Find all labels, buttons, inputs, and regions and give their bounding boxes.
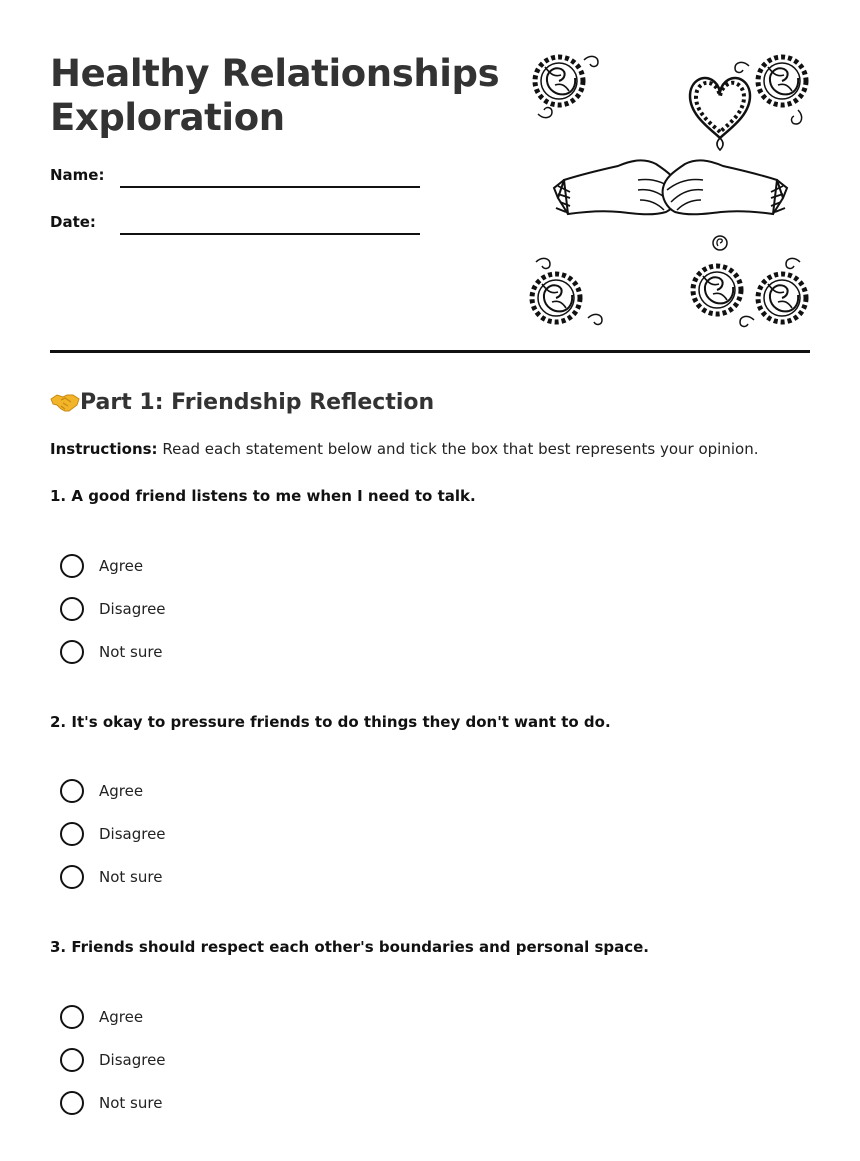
option-label: Not sure: [99, 1094, 163, 1112]
header-divider: [50, 350, 810, 353]
option-label: Agree: [99, 557, 144, 575]
question-2: 2. It's okay to pressure friends to do things they don't want to do.: [50, 713, 611, 731]
name-line[interactable]: [120, 186, 420, 188]
option-label: Not sure: [99, 643, 163, 661]
section-title-text: Part 1: Friendship Reflection: [80, 390, 435, 415]
q2-option-agree[interactable]: [60, 779, 360, 805]
q1-option-agree[interactable]: [60, 554, 360, 580]
option-label: Agree: [99, 1008, 144, 1026]
option-label: Agree: [99, 782, 144, 800]
name-label: Name:: [50, 166, 105, 184]
small-spiral-icon: [713, 236, 727, 250]
spiral-top-right-icon: [758, 57, 806, 105]
right-hand-icon: [663, 160, 787, 214]
date-line[interactable]: [120, 233, 420, 235]
instructions: [50, 440, 810, 458]
radio-button[interactable]: [60, 597, 84, 621]
left-hand-icon: [554, 160, 678, 214]
option-label: Not sure: [99, 868, 163, 886]
radio-button[interactable]: [60, 554, 84, 578]
spiral-bottom-left-icon: [532, 274, 580, 322]
radio-button[interactable]: [60, 822, 84, 846]
option-label: Disagree: [99, 825, 166, 843]
option-label: Disagree: [99, 1051, 166, 1069]
question-3: 3. Friends should respect each other's boundaries and personal space.: [50, 938, 650, 956]
instructions-label: Instructions:: [50, 440, 158, 458]
heart-icon: [690, 78, 750, 150]
radio-button[interactable]: [60, 640, 84, 664]
q3-option-not-sure[interactable]: [60, 1091, 360, 1117]
q2-option-disagree[interactable]: [60, 822, 360, 848]
q3-option-agree[interactable]: [60, 1005, 360, 1031]
question-1: 1. A good friend listens to me when I need to talk.: [50, 487, 476, 505]
radio-button[interactable]: [60, 1048, 84, 1072]
name-field[interactable]: [50, 166, 470, 196]
section-title: [50, 388, 434, 422]
date-field[interactable]: [50, 213, 470, 243]
q2-option-not-sure[interactable]: [60, 865, 360, 891]
radio-button[interactable]: [60, 779, 84, 803]
option-label: Disagree: [99, 600, 166, 618]
handshake-icon: [50, 391, 80, 422]
q3-option-disagree[interactable]: [60, 1048, 360, 1074]
page-title: Healthy Relationships Exploration: [50, 52, 500, 139]
q1-option-not-sure[interactable]: [60, 640, 360, 666]
spiral-bottom-right-icon: [758, 274, 806, 322]
radio-button[interactable]: [60, 865, 84, 889]
radio-button[interactable]: [60, 1005, 84, 1029]
radio-button[interactable]: [60, 1091, 84, 1115]
spiral-bottom-center-icon: [693, 266, 741, 314]
spiral-top-left-icon: [535, 57, 583, 105]
instructions-text: Read each statement below and tick the box that best represents your opinion.: [162, 440, 759, 458]
worksheet-page: [50, 0, 810, 1161]
friendship-hands-illustration: [528, 48, 813, 333]
date-label: Date:: [50, 213, 96, 231]
q1-option-disagree[interactable]: [60, 597, 360, 623]
